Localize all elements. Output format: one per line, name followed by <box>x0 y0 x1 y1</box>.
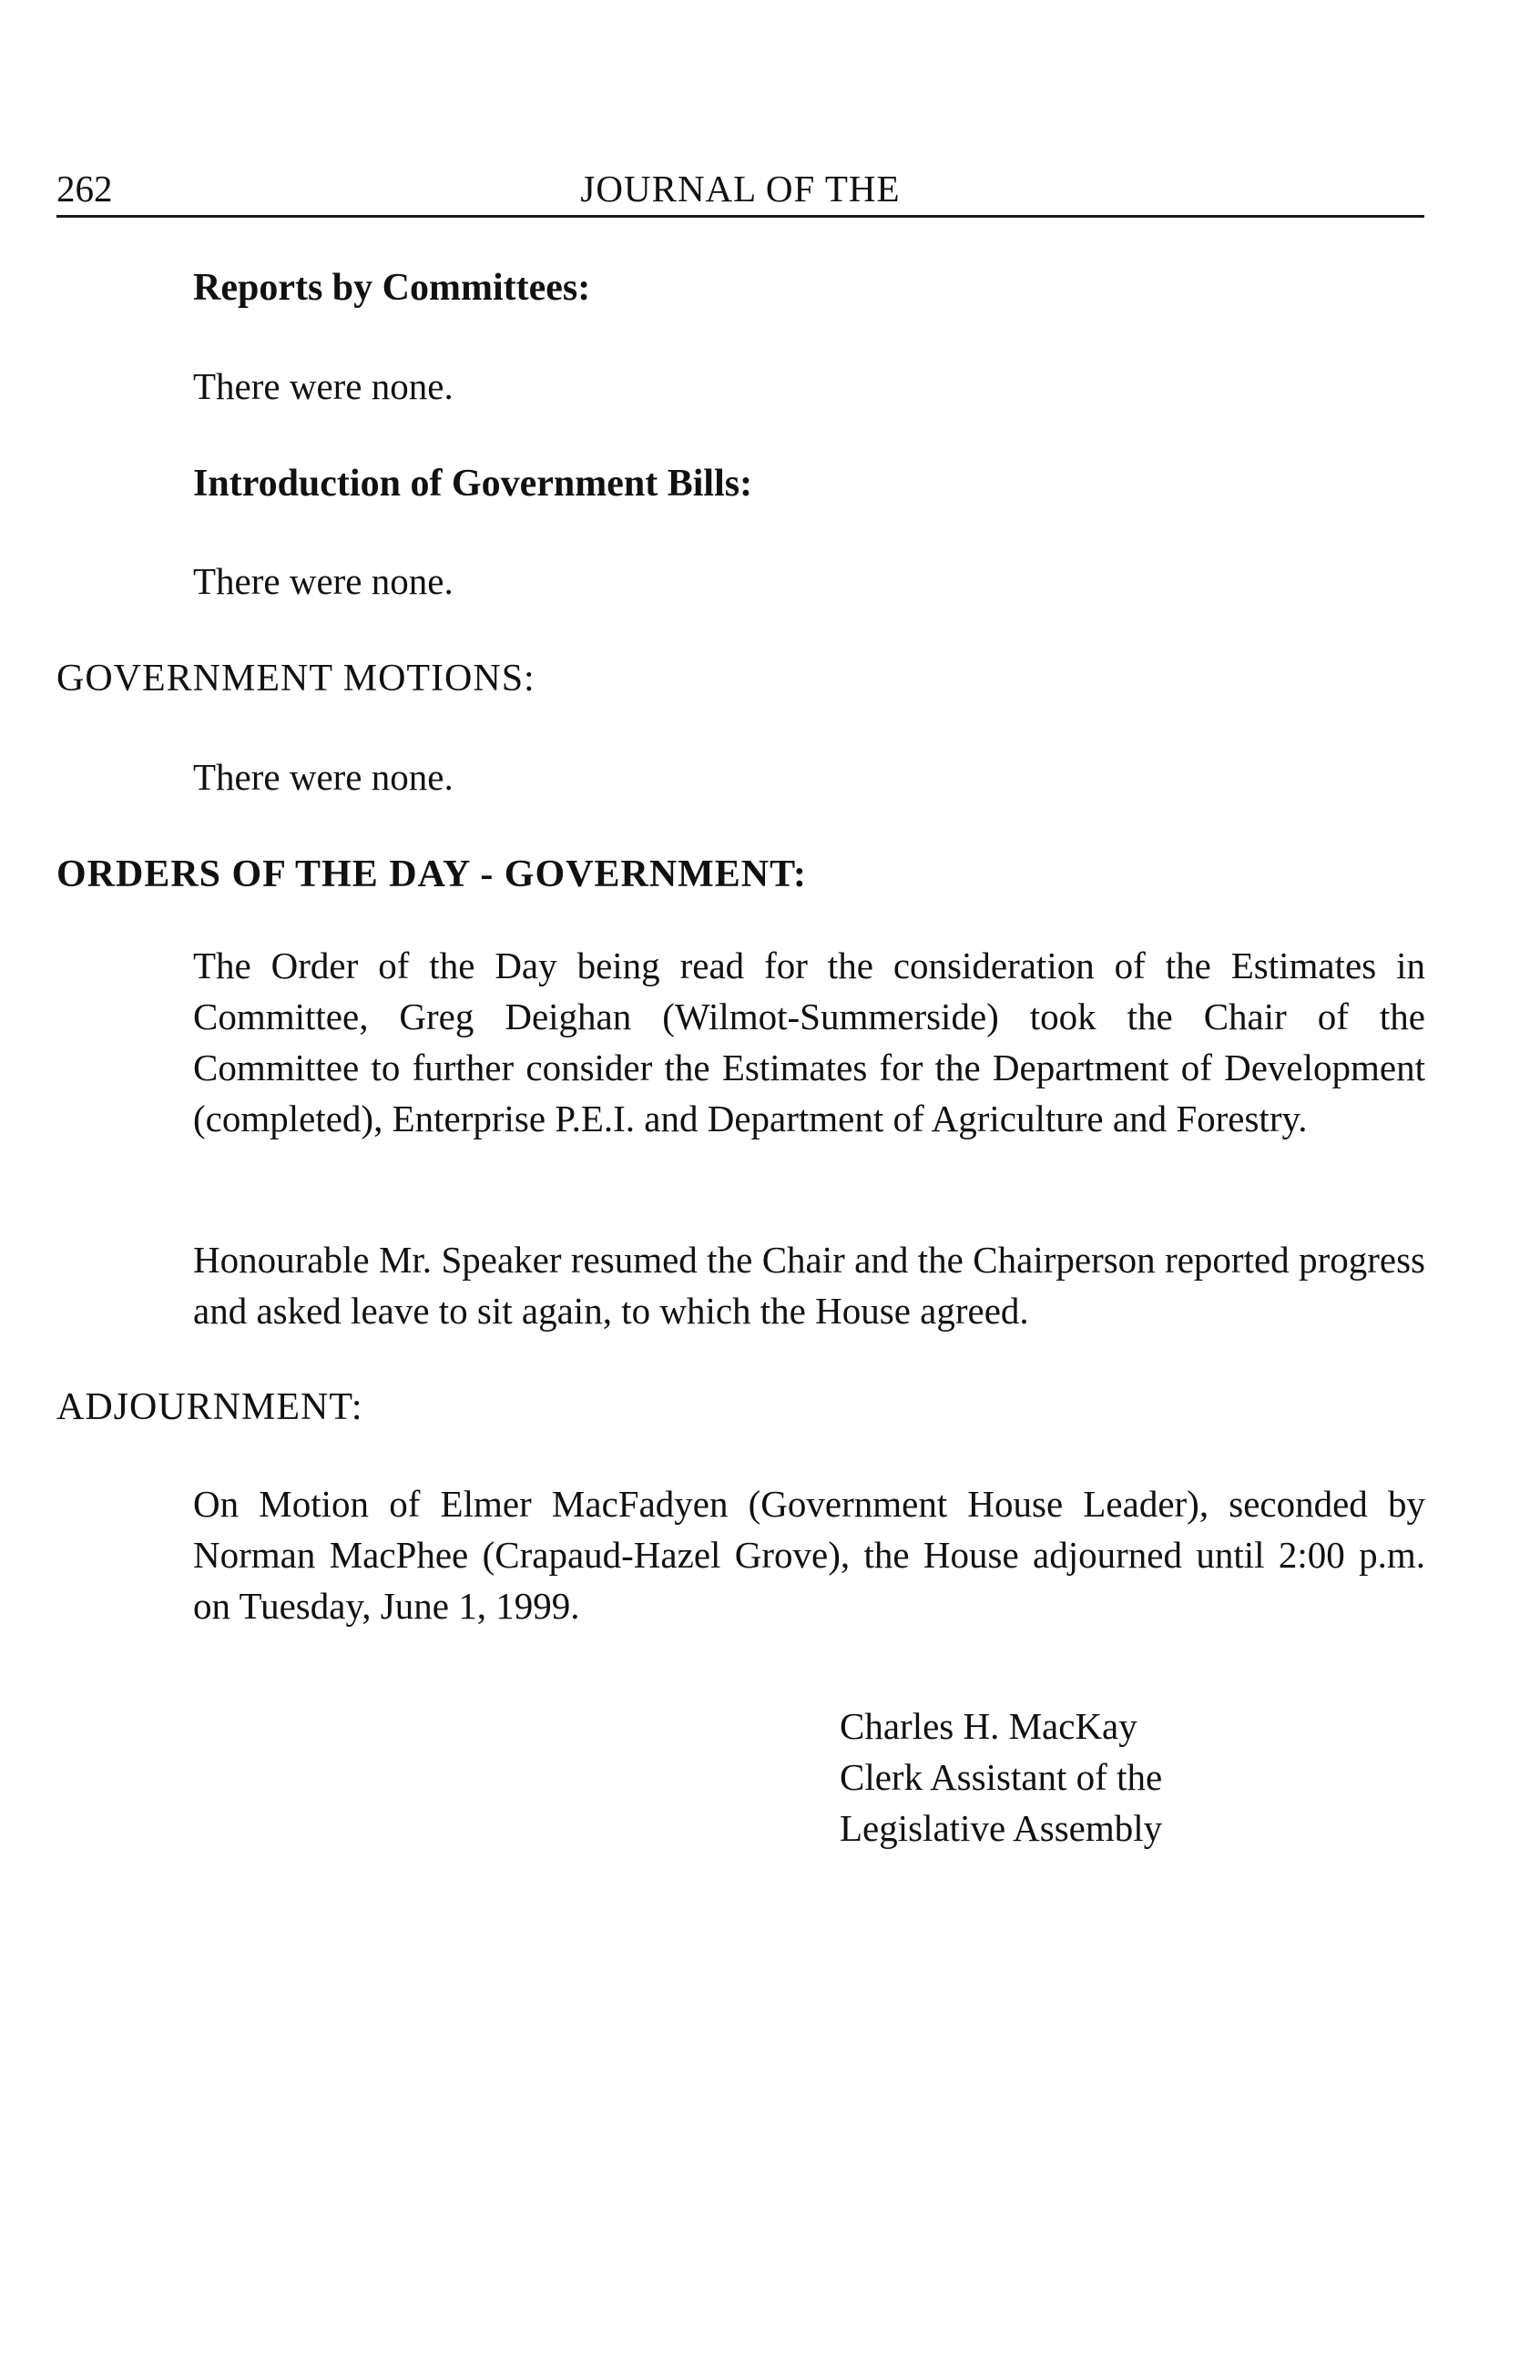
orders-of-the-day-heading: ORDERS OF THE DAY - GOVERNMENT: <box>56 853 808 895</box>
signature-name: Charles H. MacKay <box>840 1705 1137 1747</box>
journal-title: JOURNAL OF THE <box>580 168 901 209</box>
running-header <box>56 162 1424 218</box>
adjournment-heading: ADJOURNMENT: <box>56 1386 363 1428</box>
orders-paragraph-speaker: Honourable Mr. Speaker resumed the Chair and the Chairperson reported progress and asked leave to sit again, to which the House agreed. <box>193 1239 1425 1332</box>
adjournment-paragraph: On Motion of Elmer MacFadyen (Government House Leader), seconded by Norman MacPhee (Crapaud-Hazel Grove), the House adjourned until 2:00 p.m. on Tuesday, June 1, 1999. <box>193 1483 1425 1627</box>
orders-paragraph-estimates: The Order of the Day being read for the consideration of the Estimates in Committee, Greg Deighan (Wilmot-Summerside) took the Chair of the Committee to further consider the Estimates for the Department of Development (completed), Enterprise P.E.I. and Department of Agriculture and Forestry. <box>193 945 1425 1139</box>
government-motions-heading: GOVERNMENT MOTIONS: <box>56 658 535 700</box>
motions-text: There were none. <box>193 756 454 798</box>
page-number: 262 <box>56 168 113 209</box>
signature-block <box>840 1701 1162 1854</box>
signature-title-line-2: Legislative Assembly <box>840 1807 1163 1849</box>
bills-text: There were none. <box>193 560 454 602</box>
reports-text: There were none. <box>193 365 454 407</box>
signature-title-line-1: Clerk Assistant of the <box>840 1756 1163 1798</box>
reports-heading: Reports by Committees: <box>193 267 591 309</box>
bills-heading: Introduction of Government Bills: <box>193 463 753 505</box>
